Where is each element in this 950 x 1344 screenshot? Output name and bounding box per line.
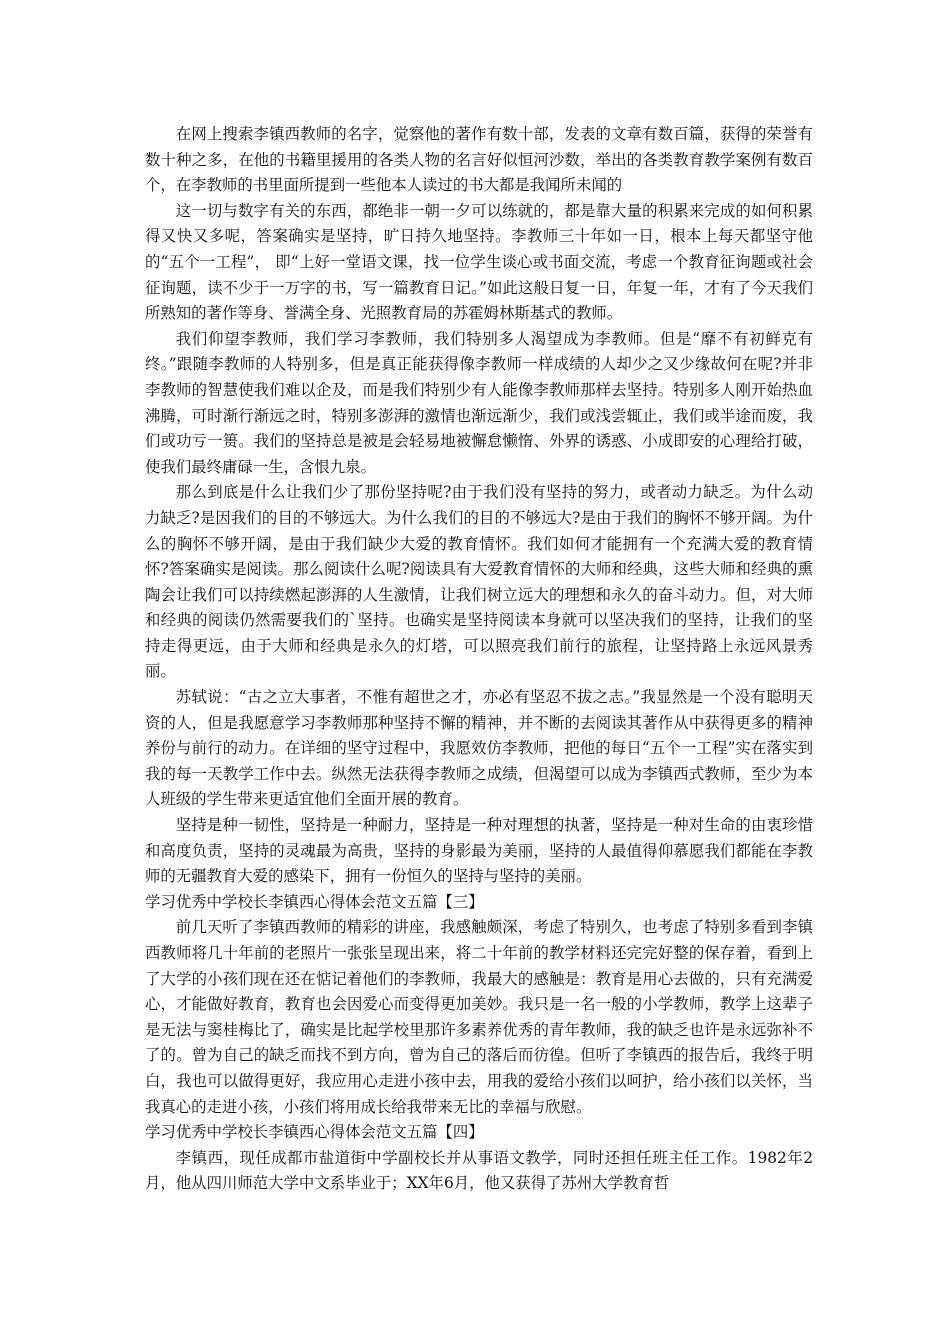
- document-page: [145, 122, 813, 1197]
- section-heading-four: 学习优秀中学校长李镇西心得体会范文五篇【四】: [145, 1123, 484, 1142]
- paragraph-5: 苏轼说：“古之立大事者，不惟有超世之才，亦必有坚忍不拔之志。”我显然是一个没有聪明天资的人，但是我愿意学习李教师那种坚持不懈的精神，并不断的去阅读其著作从中获得更多的精神养份与前行的动力。在详细的坚守过程中，我愿效仿李教师，把他的每日“五个一工程”实在落实到我的每一天教学工作中去。纵然无法获得李教师之成绩，但渴望可以成为李镇西式教师，至少为本人班级的学生带来更适宜他们全面开展的教育。: [145, 688, 813, 809]
- section-three-paragraph-1: 前几天听了李镇西教师的精彩的讲座，我感触颇深，考虑了特别久，也考虑了特别多看到李镇西教师将几十年前的老照片一张张呈现出来，将二十年前的教学材料还完完好整的保存着，看到上了大学的小孩们现在还在惦记着他们的李教师，我最大的感触是：教育是用心去做的，只有充满爱心，才能做好教育，教育也会因爱心而变得更加美妙。我只是一名一般的小学教师，教学上这辈子是无法与窦桂梅比了，确实是比起学校里那许多素养优秀的青年教师，我的缺乏也许是永远弥补不了的。曾为自己的缺乏而找不到方向，曾为自己的落后而彷徨。但听了李镇西的报告后，我终于明白，我也可以做得更好，我应用心走进小孩中去，用我的爱给小孩们以呵护，给小孩们以关怀，当我真心的走进小孩，小孩们将用成长给我带来无比的幸福与欣慰。: [145, 918, 813, 1116]
- paragraph-4: 那么到底是什么让我们少了那份坚持呢?由于我们没有坚持的努力，或者动力缺乏。为什么动力缺乏?是因我们的目的不够远大。为什么我们的目的不够远大?是由于我们的胸怀不够开阔。为什么的胸怀不够开阔，是由于我们缺少大爱的教育情怀。我们如何才能拥有一个充满大爱的教育情怀?答案确实是阅读。那么阅读什么呢?阅读具有大爱教育情怀的大师和经典，这些大师和经典的熏陶会让我们可以持续燃起澎湃的人生激情，让我们树立远大的理想和永久的奋斗动力。但，对大师和经典的阅读仍然需要我们的`坚持。也确实是坚持阅读本身就可以坚决我们的坚持，让我们的坚持走得更远，由于大师和经典是永久的灯塔，可以照亮我们前行的旅程，让坚持路上永远风景秀丽。: [145, 483, 813, 681]
- section-four-paragraph-1: 李镇西，现任成都市盐道街中学副校长并从事语文教学，同时还担任班主任工作。1982年2月，他从四川师范大学中文系毕业于；XX年6月，他又获得了苏州大学教育哲: [145, 1148, 813, 1193]
- section-heading-three: 学习优秀中学校长李镇西心得体会范文五篇【三】: [145, 892, 484, 911]
- paragraph-6: 坚持是种一韧性，坚持是一种耐力，坚持是一种对理想的执著，坚持是一种对生命的由衷珍惜和高度负责，坚持的灵魂最为高贵，坚持的身影最为美丽，坚持的人最值得仰慕愿我们都能在李教师的无疆教育大爱的感染下，拥有一份恒久的坚持与坚持的美丽。: [145, 816, 813, 886]
- paragraph-2: 这一切与数字有关的东西，都绝非一朝一夕可以练就的，都是靠大量的积累来完成的如何积累得又快又多呢，答案确实是坚持，旷日持久地坚持。李教师三十年如一日，根本上每天都坚守他的“五个一工程”， 即“上好一堂语文课，找一位学生谈心或书面交流，考虑一个教育征询题或社会征询题，读不少于一万字的书，写一篇教育日记。”如此这般日复一日，年复一年，才有了今天我们所熟知的著作等身、誉满全身、光照教育局的苏霍姆林斯基式的教师。: [145, 201, 813, 323]
- paragraph-1: 在网上搜索李镇西教师的名字，觉察他的著作有数十部，发表的文章有数百篇，获得的荣誉有数十种之多，在他的书籍里援用的各类人物的名言好似恒河沙数，举出的各类教育教学案例有数百个，在李教师的书里面所提到一些他本人读过的书大都是我闻所未闻的: [145, 125, 813, 195]
- paragraph-3: 我们仰望李教师，我们学习李教师，我们特别多人渴望成为李教师。但是“靡不有初鲜克有终。”跟随李教师的人特别多，但是真正能获得像李教师一样成绩的人却少之又少缘故何在呢?并非李教师的智慧使我们难以企及，而是我们特别少有人能像李教师那样去坚持。特别多人刚开始热血沸腾，可时渐行渐远之时，特别多澎湃的激情也渐远渐少，我们或浅尝辄止，我们或半途而废，我们或功亏一篑。我们的坚持总是被是会轻易地被懈怠懒惰、外界的诱惑、小成即安的心理给打破，使我们最终庸碌一生，含恨九泉。: [145, 329, 813, 476]
